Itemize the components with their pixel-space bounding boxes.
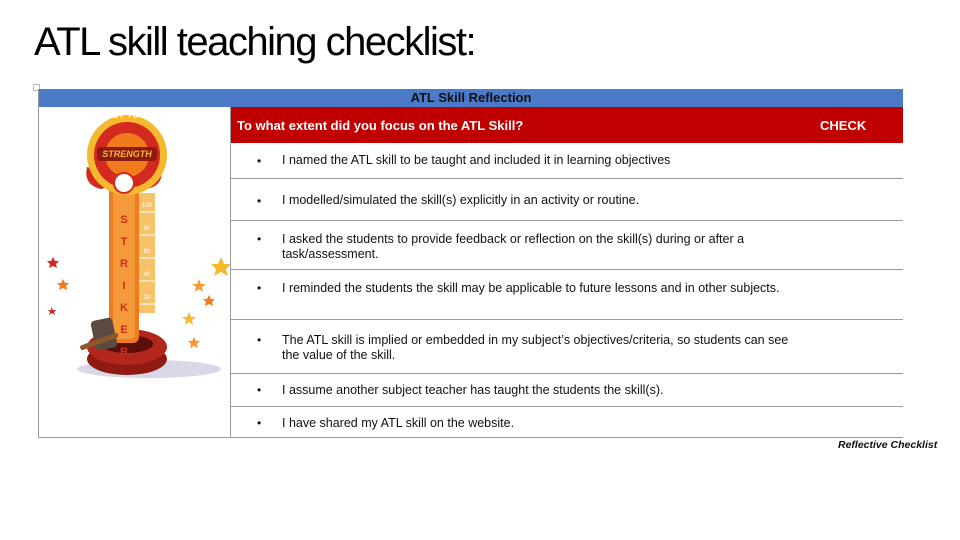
striker-letter: T [120, 236, 128, 248]
scale-label: 20 [143, 295, 151, 301]
striker-letters [116, 209, 132, 363]
checklist-item-text: I asked the students to provide feedback or reflection on the skill(s) during or after a task/assessment. [282, 232, 745, 261]
striker-letter: E [120, 324, 128, 336]
checklist-row [231, 221, 903, 270]
bullet: • [257, 154, 262, 168]
checklist-item-text: I have shared my ATL skill on the website. [282, 416, 515, 430]
page-title: ATL skill teaching checklist: [34, 20, 476, 64]
striker-letter: I [122, 280, 126, 292]
checklist-banner: ATL Skill Reflection [39, 89, 903, 107]
bullet: • [257, 194, 262, 208]
sign-top-text: TEST YOUR [102, 113, 152, 120]
bullet: • [257, 383, 262, 397]
header-question: To what extent did you focus on the ATL Skill? [237, 118, 524, 133]
checklist-item-text: I reminded the students the skill may be applicable to future lessons and in other subjects. [282, 281, 780, 295]
checklist-header [231, 107, 903, 143]
striker-letter: S [120, 214, 128, 226]
scale-label: 40 [143, 272, 151, 278]
header-check-column: CHECK [820, 118, 867, 133]
checklist-row [231, 270, 903, 320]
checklist-row [231, 143, 903, 179]
checklist-item-text: The ATL skill is implied or embedded in my subject’s objectives/criteria, so students can see the value of the skill. [282, 333, 789, 362]
checklist-row [231, 320, 903, 374]
scale-label: 60 [143, 249, 151, 255]
striker-letter: R [120, 346, 128, 358]
checklist-row [231, 374, 903, 407]
checklist-item-text: I assume another subject teacher has taught the students the skill(s). [282, 383, 664, 397]
sign-main-text: STRENGTH [102, 149, 152, 159]
strength-scale [138, 195, 156, 310]
checklist-item-text: I modelled/simulated the skill(s) explicitly in an activity or routine. [282, 193, 640, 207]
striker-letter: R [120, 258, 128, 270]
checklist-table [38, 89, 903, 438]
bullet: • [257, 232, 262, 246]
bullet: • [257, 333, 262, 347]
bullet: • [257, 281, 262, 295]
strength-tester-illustration [39, 107, 231, 437]
checklist-caption: Reflective Checklist [838, 439, 938, 451]
bullet: • [257, 416, 262, 430]
scale-label: 100 [141, 203, 152, 209]
checklist-row [231, 407, 903, 438]
checklist-item-text: I named the ATL skill to be taught and included it in learning objectives [282, 153, 671, 167]
checklist-row [231, 179, 903, 221]
scale-label: 80 [143, 226, 151, 232]
striker-letter: K [120, 302, 128, 314]
